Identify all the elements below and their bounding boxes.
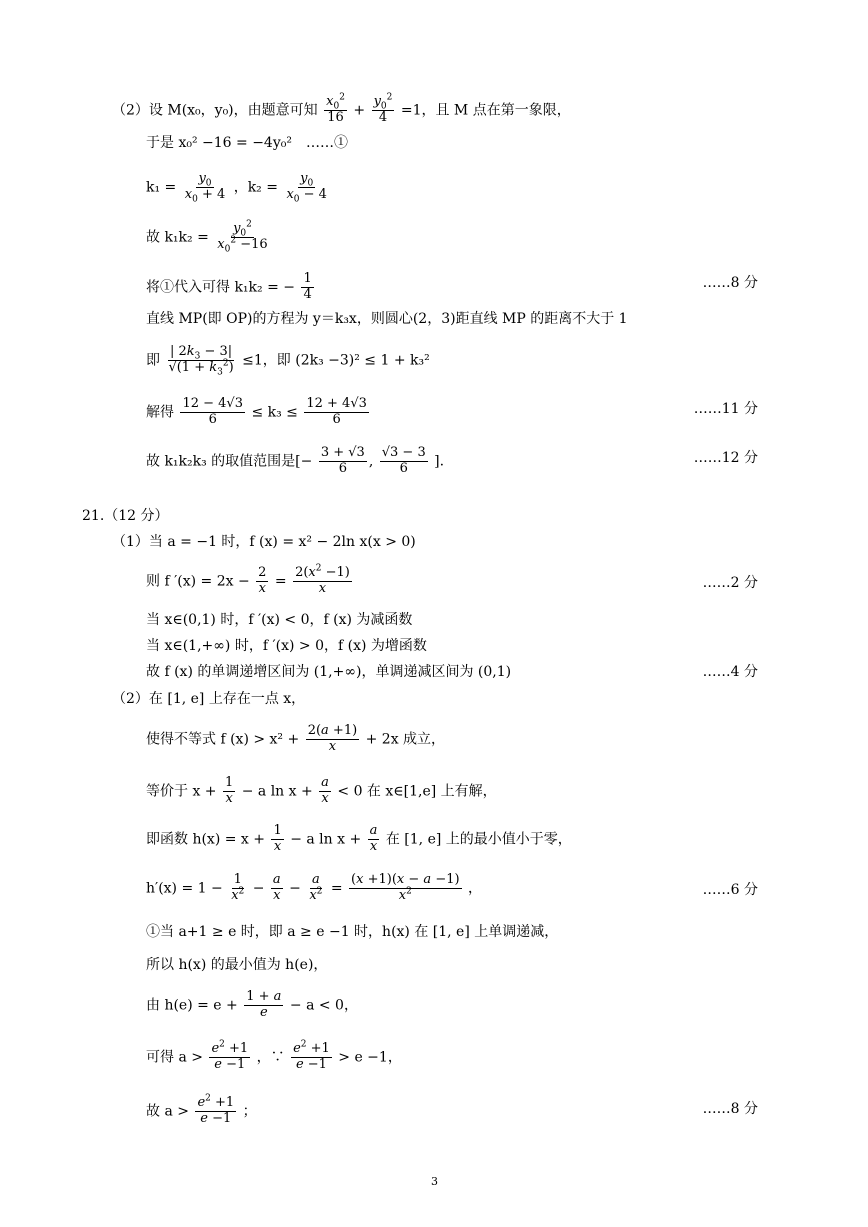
text: =1，且 M 点在第一象限， bbox=[400, 102, 571, 119]
q21-part1: （1）当 a = −1 时，f (x) = x² − 2ln x(x > 0) bbox=[112, 534, 416, 550]
equivalent-line bbox=[146, 776, 497, 807]
fraction: $\frac{1}{x}$ bbox=[273, 823, 282, 854]
fraction: $\frac{y_0^2}{4}$ bbox=[373, 92, 393, 125]
inequality-line bbox=[146, 724, 445, 755]
fraction: $\frac{| 2k_3 - 3|}{√(1 + k_3^2)}$ bbox=[168, 344, 234, 378]
fraction: $\frac{1}{4}$ bbox=[303, 271, 312, 302]
q21-part2: （2）在 [1, e] 上存在一点 x， bbox=[112, 691, 306, 707]
fraction: $\frac{1 + a}{e}$ bbox=[246, 989, 282, 1020]
text: 将①代入可得 k₁k₂ = − bbox=[146, 279, 296, 296]
text: − a ln x + bbox=[290, 831, 362, 848]
fraction: $\frac{x_0^2}{16}$ bbox=[326, 92, 345, 125]
increasing-line: 当 x∈(1,+∞) 时，f ′(x) > 0，f (x) 为增函数 bbox=[146, 638, 427, 654]
text: < 0 在 x∈[1,e] 上有解， bbox=[337, 783, 497, 800]
text: 则 f ′(x) = 2x − bbox=[146, 573, 250, 590]
distance-inequality bbox=[146, 345, 430, 376]
conclusion-line bbox=[146, 1093, 257, 1127]
fraction: $\frac{12 - 4√3}{6}$ bbox=[182, 396, 243, 427]
score-12: ……12 分 bbox=[693, 450, 758, 466]
fraction: $\frac{1}{x}$ bbox=[224, 775, 234, 806]
fraction: $\frac{√3 - 3}{6}$ bbox=[381, 445, 426, 476]
text: （2）设 M(x₀，y₀)，由题意可知 bbox=[112, 102, 318, 119]
fraction: $\frac{2(x^2 -1)}{x}$ bbox=[295, 563, 350, 596]
fraction: $\frac{y_0}{x_0 + 4}$ bbox=[184, 171, 226, 205]
score-8-second: ……8 分 bbox=[702, 1101, 758, 1117]
k2-label: ，k₂ = bbox=[233, 179, 278, 196]
text: ]. bbox=[434, 453, 445, 470]
solve-line bbox=[146, 397, 371, 428]
fraction: $\frac{(x +1)(x - a -1)}{x^2}$ bbox=[351, 872, 460, 903]
text: h′(x) = 1 − bbox=[146, 880, 223, 897]
score-8: ……8 分 bbox=[702, 275, 758, 291]
substitute-line bbox=[146, 272, 316, 303]
obtain-line bbox=[146, 1039, 402, 1073]
case-one-line: ①当 a+1 ≥ e 时，即 a ≥ e −1 时，h(x) 在 [1, e] 上单调递减， bbox=[146, 924, 559, 940]
text: 解得 bbox=[146, 404, 174, 421]
score-4: ……4 分 bbox=[702, 664, 758, 680]
k1-k2-line bbox=[146, 172, 331, 203]
fraction: $\frac{a}{x}$ bbox=[321, 775, 329, 806]
fraction: $\frac{a}{x^2}$ bbox=[309, 872, 323, 903]
fraction: $\frac{y_0}{x_0 - 4}$ bbox=[286, 171, 327, 205]
text: 可得 a > bbox=[146, 1049, 203, 1066]
monotonic-line: 故 f (x) 的单调递增区间为 (1,+∞)，单调递减区间为 (0,1) bbox=[146, 664, 512, 680]
text: > e −1， bbox=[338, 1049, 402, 1066]
text: + 2x 成立， bbox=[365, 731, 446, 748]
page-number: 3 bbox=[431, 1175, 438, 1188]
text: 在 [1, e] 上的最小值小于零， bbox=[385, 831, 572, 848]
text: 由 h(e) = e + bbox=[146, 997, 238, 1014]
text: 即函数 h(x) = x + bbox=[146, 831, 265, 848]
minimum-line: 所以 h(x) 的最小值为 h(e)， bbox=[146, 957, 328, 973]
fraction: $\frac{3 + √3}{6}$ bbox=[320, 445, 365, 476]
text: 故 a > bbox=[146, 1103, 189, 1120]
text: 故 k₁k₂ = bbox=[146, 229, 209, 246]
fraction: $\frac{y_0^2}{x_0^2 -16}$ bbox=[217, 219, 268, 255]
text: ； bbox=[242, 1103, 257, 1120]
h-function-line bbox=[146, 824, 572, 855]
derivative-line: 则 f ′(x) = 2x − $\frac{2}{x}$ = $\frac{2(x^2 -1)}{x}$ bbox=[146, 563, 350, 596]
line-mp: 直线 MP(即 OP)的方程为 y＝k₃x，则圆心(2，3)距直线 MP 的距离不大于 1 bbox=[146, 311, 628, 327]
equation-one-line: 于是 x₀² −16 = −4y₀² ……① bbox=[146, 135, 348, 151]
score-11: ……11 分 bbox=[693, 401, 758, 417]
text: − a ln x + bbox=[241, 783, 313, 800]
k1k2-product-line bbox=[146, 219, 272, 255]
question-21-title: 21.（12 分） bbox=[82, 508, 169, 524]
h-e-line bbox=[146, 990, 358, 1021]
text: ≤ k₃ ≤ bbox=[251, 404, 298, 421]
text: 故 k₁k₂k₃ 的取值范围是[− bbox=[146, 453, 313, 470]
fraction: $\frac{a}{x}$ bbox=[369, 823, 378, 854]
score-6: ……6 分 bbox=[702, 882, 758, 898]
text: ≤1，即 (2k₃ −3)² ≤ 1 + k₃² bbox=[242, 352, 430, 369]
text: ，∵ bbox=[256, 1049, 285, 1066]
fraction: $\frac{a}{x}$ bbox=[272, 872, 281, 903]
fraction: $\frac{e^2 +1}{e -1}$ bbox=[211, 1039, 249, 1072]
text: 使得不等式 f (x) > x² + bbox=[146, 731, 300, 748]
range-line: 故 k₁k₂k₃ 的取值范围是[− $\frac{3 + √3}{6}$ , $\frac{√3 - 3}{6}$ ]. bbox=[146, 445, 445, 476]
text: 等价于 x + bbox=[146, 783, 217, 800]
fraction: $\frac{e^2 +1}{e -1}$ bbox=[293, 1039, 330, 1072]
fraction: $\frac{12 + 4√3}{6}$ bbox=[306, 396, 367, 427]
text: − a < 0， bbox=[289, 997, 358, 1014]
fraction: $\frac{2}{x}$ bbox=[258, 565, 267, 596]
text: ， bbox=[468, 880, 483, 897]
h-prime-line: h′(x) = 1 − $\frac{1}{x^2}$ − $\frac{a}{x}$ − $\frac{a}{x^2}$ = $\frac{(x +1)(x - a -1)}{x^2}$ ， bbox=[146, 872, 483, 903]
text: 即 bbox=[146, 352, 160, 369]
decreasing-line: 当 x∈(0,1) 时，f ′(x) < 0，f (x) 为减函数 bbox=[146, 612, 413, 628]
part2-intro-line: （2）设 M(x₀，y₀)，由题意可知 $\frac{x_0^2}{16}$ + $\frac{y_0^2}{4}$ =1，且 M 点在第一象限， bbox=[112, 92, 571, 125]
fraction: $\frac{1}{x^2}$ bbox=[231, 872, 245, 903]
fraction: $\frac{e^2 +1}{e -1}$ bbox=[197, 1093, 235, 1126]
fraction: $\frac{2(a +1)}{x}$ bbox=[307, 723, 358, 754]
k1-label: k₁ = bbox=[146, 179, 177, 196]
score-2: ……2 分 bbox=[702, 575, 758, 591]
